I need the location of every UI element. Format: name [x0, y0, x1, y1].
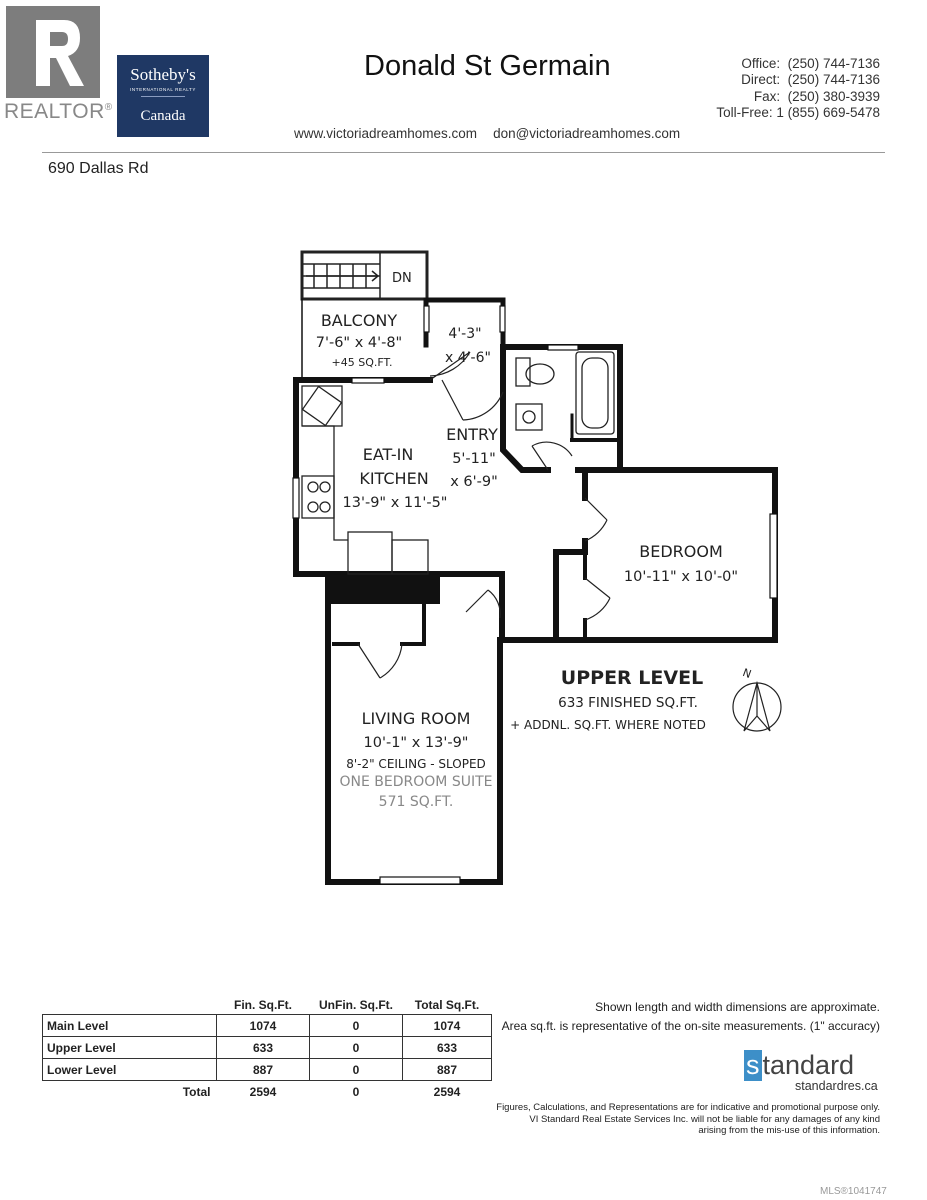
closet-dims-2: x 4'-6"	[445, 350, 491, 366]
level-title: UPPER LEVEL	[560, 667, 704, 689]
sqft-table	[42, 996, 492, 1102]
website-link[interactable]: www.victoriadreamhomes.com	[294, 126, 478, 141]
standard-logo: s tandard	[746, 1050, 855, 1080]
contact-direct: Direct: (250) 744-7136	[741, 72, 880, 88]
table-header-row	[43, 996, 492, 1015]
entry-dims-2: x 6'-9"	[450, 474, 498, 490]
level-note: + ADDNL. SQ.FT. WHERE NOTED	[510, 718, 706, 732]
mls-number: MLS®1041747	[820, 1186, 887, 1197]
table-header	[43, 996, 217, 1015]
bedroom-name: BEDROOM	[639, 542, 723, 561]
table-header: Total Sq.Ft.	[414, 998, 480, 1012]
chimney	[328, 574, 440, 604]
agent-name: Donald St Germain	[364, 50, 611, 82]
table-total-row: Total 2594 0 2594	[182, 1084, 461, 1099]
disclaimer: Figures, Calculations, and Representations are for indicative and promotional purpose only. VI Standard Real Estate Services Inc. will not be liable for any damages of any kind arising from the mis-use of this information.	[496, 1102, 880, 1136]
entry-name: ENTRY	[446, 425, 498, 444]
north-arrow-icon	[733, 683, 781, 731]
balcony-dims: 7'-6" x 4'-8"	[315, 335, 403, 351]
brokerage-name: Sotheby's	[130, 65, 196, 84]
living-dims: 10'-1" x 13'-9"	[363, 735, 469, 751]
table-header: Fin. Sq.Ft.	[234, 998, 292, 1012]
standard-url[interactable]: standardres.ca	[795, 1079, 878, 1093]
kitchen-name-1: EAT-IN	[362, 445, 414, 464]
living-name: LIVING ROOM	[361, 709, 471, 728]
suite-label: ONE BEDROOM SUITE	[339, 774, 493, 790]
measurement-notes	[480, 998, 880, 1036]
kitchen-name-2: KITCHEN	[359, 469, 429, 488]
entry-dims-1: 5'-11"	[452, 451, 496, 467]
living-ceiling: 8'-2" CEILING - SLOPED	[346, 757, 486, 771]
table-row: Main Level 1074 0 1074	[43, 1015, 492, 1037]
property-address: 690 Dallas Rd	[48, 160, 149, 177]
realtor-wordmark: REALTOR®	[4, 100, 113, 123]
suite-area: 571 SQ.FT.	[378, 794, 454, 810]
brokerage-subtitle: INTERNATIONAL REALTY	[130, 87, 196, 92]
email-link[interactable]: don@victoriadreamhomes.com	[493, 126, 681, 141]
stairs-label: DN	[392, 271, 412, 286]
note-line: Area sq.ft. is representative of the on-site measurements. (1" accuracy)	[501, 1019, 880, 1033]
contact-fax: Fax: (250) 380-3939	[753, 88, 880, 104]
table-header: UnFin. Sq.Ft.	[319, 998, 393, 1012]
north-label: N	[740, 665, 754, 682]
contact-tollfree: Toll-Free: 1 (855) 669-5478	[716, 104, 880, 120]
balcony-extra: +45 SQ.FT.	[331, 356, 393, 369]
note-line: Shown length and width dimensions are approximate.	[595, 1000, 880, 1014]
brokerage-country: Canada	[140, 108, 186, 124]
table-row: Lower Level 887 0 887	[43, 1059, 492, 1081]
kitchen-dims: 13'-9" x 11'-5"	[342, 495, 448, 511]
bedroom-dims: 10'-11" x 10'-0"	[623, 569, 739, 585]
contact-office: Office: (250) 744-7136	[741, 56, 880, 71]
doors	[358, 352, 610, 678]
closet-dims-1: 4'-3"	[448, 326, 482, 342]
level-area: 633 FINISHED SQ.FT.	[558, 695, 698, 711]
balcony-name: BALCONY	[320, 311, 398, 330]
table-row: Upper Level 633 0 633	[43, 1037, 492, 1059]
